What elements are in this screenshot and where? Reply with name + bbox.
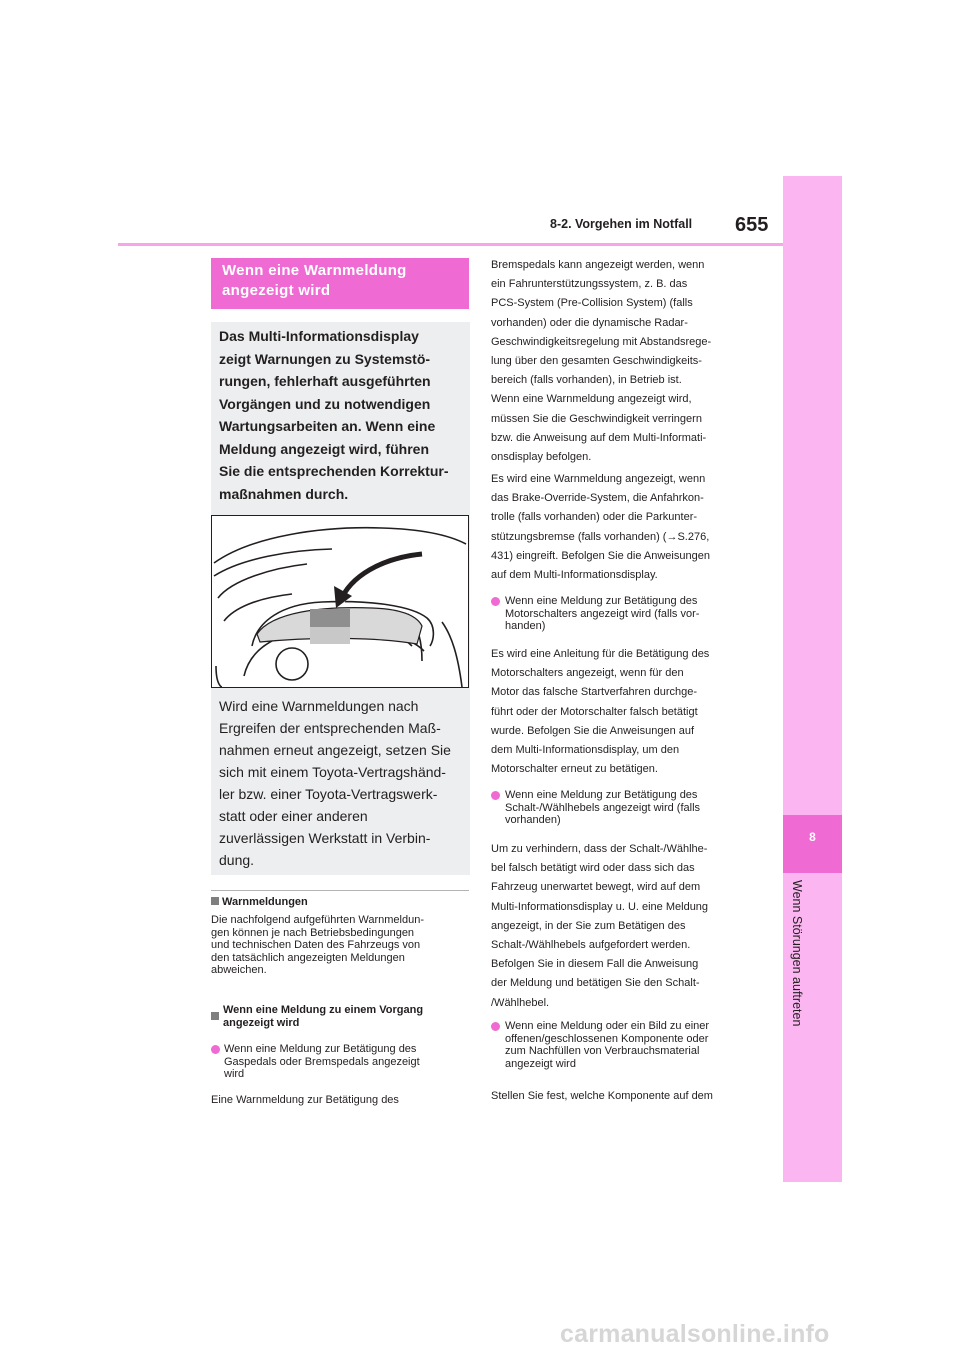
bullet-line: Schalt-/Wählhebels angezeigt wird (falls [505,801,701,814]
text-line: stützungsbremse (falls vorhanden) (→S.276, [491,530,710,543]
circle-bullet-icon [491,1022,500,1031]
square-bullet-icon [211,1012,219,1020]
text-line: abweichen. [211,964,267,976]
text-line: lung über den gesamten Geschwindigkeits- [491,355,702,368]
bullet-line: Motorschalters angezeigt wird (falls vor- [505,607,700,620]
bullet-line: vorhanden) [505,814,561,826]
bullet-line: Wenn eine Meldung zur Betätigung des [224,1043,417,1055]
text-line: Multi-Informationsdisplay u. U. eine Meldung [491,900,709,913]
subheading-warnmeldungen [211,896,308,909]
bullet-line: offenen/geschlossenen Komponente oder [505,1032,709,1045]
bullet-line: Gaspedals oder Bremspedals angezeigt [224,1055,420,1068]
intro-text [219,325,467,505]
header-rule [118,243,842,246]
intro-line: Meldung angezeigt wird, führen [219,440,429,457]
page-number: 655 [735,214,769,236]
text-line: onsdisplay befolgen. [491,451,592,464]
text-line: auf dem Multi-Informationsdisplay. [491,569,658,582]
divider [211,890,469,891]
bullet-line: Wenn eine Meldung oder ein Bild zu einer [505,1020,710,1032]
intro-line: rungen, fehlerhaft ausgeführten [219,373,431,389]
chapter-number: 8 [809,830,816,844]
note-line: nahmen erneut angezeigt, setzen Sie [219,742,451,758]
text-line: und technischen Daten des Fahrzeugs von [211,939,421,951]
chapter-title [790,880,804,1050]
circle-bullet-icon [491,791,500,800]
text-line: müssen Sie die Geschwindigkeit verringern [491,412,702,425]
bullet-komponente [505,1020,757,1070]
paragraph [491,256,756,467]
note-line: Ergreifen der entsprechenden Maß- [219,720,441,736]
subheading-vorgang [223,1004,473,1029]
text-line: Bremspedals kann angezeigt werden, wenn [491,259,705,271]
circle-bullet-icon [211,1045,220,1054]
bullet-line: Wenn eine Meldung zur Betätigung des [505,789,698,801]
heading-line: angezeigt wird [222,282,331,299]
watermark: carmanualsonline.info [560,1320,830,1348]
note-line: statt oder einer anderen [219,808,368,824]
bullet-line: wird [224,1068,245,1080]
intro-line: Das Multi-Informationsdisplay [219,328,419,344]
bullet-line: Wenn eine Meldung zur Betätigung des [505,595,698,607]
subheading-text: Warnmeldungen [222,896,308,908]
bullet-schalthebel [505,789,757,827]
intro-line: zeigt Warnungen zu Systemstö- [219,350,431,367]
text-line: Wenn eine Warnmeldung angezeigt wird, [491,393,692,406]
bullet-line: zum Nachfüllen von Verbrauchsmaterial [505,1045,700,1057]
text-line: Motorschalter erneut zu betätigen. [491,763,658,776]
paragraph [491,645,756,779]
text-line: das Brake-Override-System, die Anfahrkon- [491,492,704,505]
dashboard-drawing [212,516,468,687]
intro-line: Vorgängen und zu notwendigen [219,395,431,412]
note-line: dung. [219,852,255,868]
note-line: Wird eine Warnmeldungen nach [219,698,419,714]
chapter-title-text: Wenn Störungen auftreten [790,880,804,1027]
warnmeldungen-text [211,914,469,977]
note-line: ler bzw. einer Toyota-Vertragswerk- [219,786,438,802]
text-line: der Meldung und betätigen Sie den Schalt- [491,977,700,990]
text-line: gen können je nach Betriebsbedingungen [211,926,415,939]
text-line: angezeigt, in der Sie zum Betätigen des [491,919,686,932]
text-line: wurde. Befolgen Sie die Anweisungen auf [491,724,695,737]
bullet-motorschalter [505,595,757,633]
bullet-gaspedal [224,1043,474,1081]
text-line: Motorschalters angezeigt, wenn für den [491,667,684,680]
bullet-line: angezeigt wird [505,1057,576,1070]
info-note [219,695,467,871]
text-line: 431) eingreift. Befolgen Sie die Anweisungen [491,549,710,562]
text-line: Geschwindigkeitsregelung mit Abstandsrege- [491,335,712,348]
text-line: /Wählhebel. [491,996,550,1009]
square-bullet-icon [211,897,219,905]
paragraph [491,1087,756,1106]
text-line: Schalt-/Wählhebels aufgefordert werden. [491,939,691,952]
note-line: sich mit einem Toyota-Vertragshänd- [219,764,446,780]
section-title: 8-2. Vorgehen im Notfall [550,217,693,231]
text-line: Motor das falsche Startverfahren durchge- [491,686,698,699]
paragraph [491,840,756,1013]
gaspedal-text: Eine Warnmeldung zur Betätigung des [211,1094,399,1106]
text-line: trolle (falls vorhanden) oder die Parkunter- [491,511,698,524]
bullet-line: handen) [505,620,546,632]
paragraph [491,470,756,585]
text-line: Stellen Sie fest, welche Komponente auf dem [491,1090,713,1102]
text-line: bereich (falls vorhanden), in Betrieb ist. [491,374,682,387]
text-line: dem Multi-Informationsdisplay, um den [491,744,680,757]
subheading-line: Wenn eine Meldung zu einem Vorgang [223,1004,424,1016]
text-line: bzw. die Anweisung auf dem Multi-Informati- [491,431,707,444]
heading-line: Wenn eine Warnmeldung [222,262,407,279]
chapter-number-block [783,815,842,873]
intro-line: maßnahmen durch. [219,485,349,502]
text-line: Die nachfolgend aufgeführten Warnmeldun- [211,914,425,926]
subheading-line: angezeigt wird [223,1016,300,1029]
text-line: Es wird eine Anleitung für die Betätigung des [491,648,710,660]
text-line: vorhanden) oder die dynamische Radar- [491,316,688,329]
text-line: den tatsächlich angezeigten Meldungen [211,951,405,964]
text-line: führt oder der Motorschalter falsch betätigt [491,705,698,718]
text-line: bel falsch betätigt wird oder dass sich das [491,862,695,875]
text-line: Um zu verhindern, dass der Schalt-/Wählhe- [491,843,708,855]
text-line: Es wird eine Warnmeldung angezeigt, wenn [491,473,706,485]
text-line: Befolgen Sie in diesem Fall die Anweisung [491,958,699,971]
note-line: zuverlässigen Werkstatt in Verbin- [219,830,431,846]
section-heading [222,261,462,301]
intro-line: Sie die entsprechenden Korrektur- [219,463,449,479]
intro-line: Wartungsarbeiten an. Wenn eine [219,418,436,434]
dashboard-illustration [211,515,469,688]
text-line: ein Fahrunterstützungssystem, z. B. das [491,278,688,291]
circle-bullet-icon [491,597,500,606]
text-line: PCS-System (Pre-Collision System) (falls [491,297,693,310]
text-line: Fahrzeug unerwartet bewegt, wird auf dem [491,881,701,894]
